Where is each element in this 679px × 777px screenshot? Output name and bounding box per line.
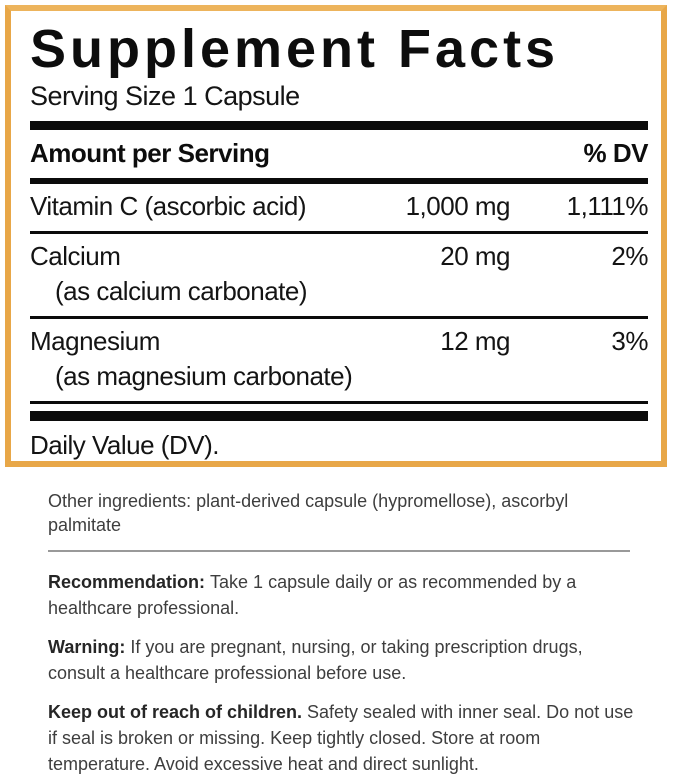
table-row	[30, 234, 648, 319]
panel-title: Supplement Facts	[30, 19, 560, 79]
recommendation-label: Recommendation:	[48, 572, 206, 592]
warning-label: Warning:	[48, 637, 126, 657]
table-row	[30, 319, 648, 404]
nutrient-name: Calcium	[30, 240, 121, 271]
recommendation-text: Take 1 capsule daily or as recommended by a healthcare professional.	[48, 572, 577, 618]
table-row	[30, 184, 648, 234]
table-header	[30, 130, 648, 178]
warning-paragraph	[48, 634, 634, 686]
nutrient-dv: 1,111%	[566, 190, 648, 221]
keep-out-of-reach-paragraph	[48, 699, 634, 777]
warning-text: If you are pregnant, nursing, or taking prescription drugs, consult a healthcare professional before use.	[48, 637, 583, 683]
amount-per-serving-label: Amount per Serving	[30, 137, 270, 168]
supplement-facts-panel	[5, 5, 667, 467]
nutrient-source: (as calcium carbonate)	[55, 275, 307, 306]
keep-out-of-reach-text: Safety sealed with inner seal. Do not use if seal is broken or missing. Keep tightly closed. Store at room temperature. Avoid excessive heat and direct sunlight.	[48, 702, 634, 774]
nutrient-dv: 3%	[611, 325, 648, 356]
keep-out-of-reach-label: Keep out of reach of children.	[48, 702, 303, 722]
nutrient-name: Vitamin C (ascorbic acid)	[30, 190, 307, 221]
nutrient-name: Magnesium	[30, 325, 160, 356]
daily-value-footnote: Daily Value (DV).	[30, 429, 219, 460]
recommendation-paragraph	[48, 569, 634, 621]
other-ingredients-text: Other ingredients: plant-derived capsule (hypromellose), ascorbyl palmitate	[48, 491, 569, 535]
divider-thick-top	[30, 121, 648, 130]
percent-dv-label: % DV	[583, 137, 648, 168]
nutrient-source: (as magnesium carbonate)	[55, 360, 353, 391]
nutrient-dv: 2%	[611, 240, 648, 271]
label-details-section	[48, 489, 634, 777]
serving-size: Serving Size 1 Capsule	[30, 80, 300, 111]
details-paragraphs	[48, 569, 634, 777]
details-divider	[48, 550, 630, 552]
nutrient-amount: 20 mg	[440, 240, 510, 271]
nutrient-amount: 12 mg	[440, 325, 510, 356]
divider-thick-bottom	[30, 411, 648, 421]
nutrient-amount: 1,000 mg	[405, 190, 510, 221]
